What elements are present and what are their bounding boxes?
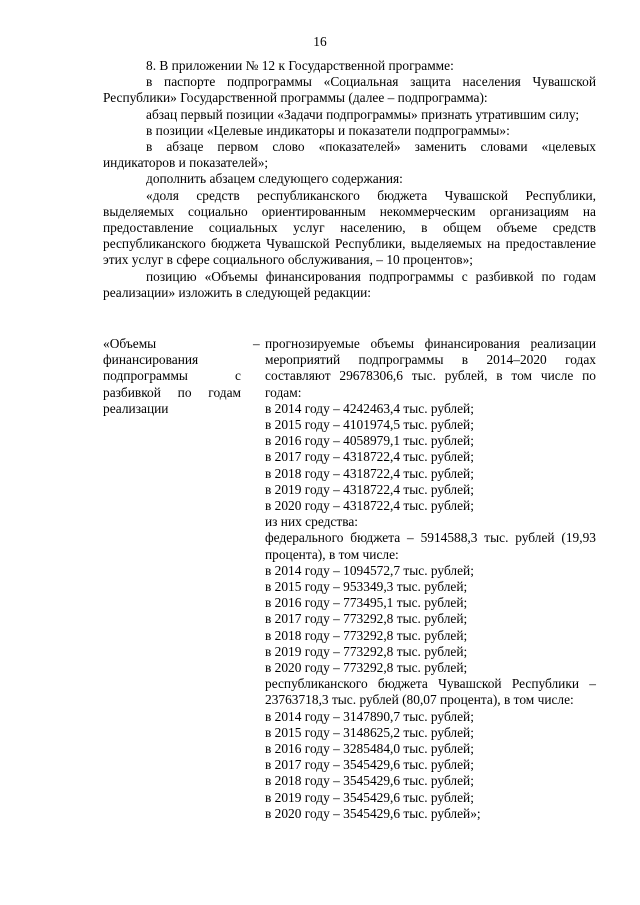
dash-separator: – bbox=[253, 336, 260, 351]
year-line: в 2019 году – 3545429,6 тыс. рублей; bbox=[265, 789, 474, 805]
year-line: в 2018 году – 3545429,6 тыс. рублей; bbox=[265, 773, 474, 789]
year-line: в 2020 году – 3545429,6 тыс. рублей»; bbox=[265, 805, 481, 821]
year-line: в 2015 году – 3148625,2 тыс. рублей; bbox=[265, 724, 474, 740]
page-number: 16 bbox=[313, 34, 327, 49]
federal-intro: федерального бюджета – 5914588,3 тыс. рублей (19,93 процента), в том числе: bbox=[265, 530, 596, 562]
year-line: в 2014 году – 1094572,7 тыс. рублей; bbox=[265, 562, 474, 578]
paragraph: дополнить абзацем следующего содержания: bbox=[146, 171, 403, 187]
paragraph: в абзаце первом слово «показателей» заменить словами «целевых индикаторов и показателей»; bbox=[103, 139, 596, 171]
paragraph: в паспорте подпрограммы «Социальная защита населения Чувашской Республики» Государственной программы (далее – подпрограмма): bbox=[103, 74, 596, 106]
year-line: в 2014 году – 4242463,4 тыс. рублей; bbox=[265, 400, 474, 416]
document-body bbox=[103, 58, 596, 301]
funding-details bbox=[265, 336, 596, 822]
paragraph: в позиции «Целевые индикаторы и показатели подпрограммы»: bbox=[146, 122, 510, 138]
year-line: в 2014 году – 3147890,7 тыс. рублей; bbox=[265, 708, 474, 724]
paragraph: «доля средств республиканского бюджета Чувашской Республики, выделяемых социально ориентированным некоммерческим организациям на предоставление социальных услуг населению, в общем объеме средств республиканского бюджета Чувашской Республики, выделяемых на предоставление этих услуг в сфере социального обслуживания, – 10 процентов»; bbox=[103, 187, 596, 268]
of-which-label: из них средства: bbox=[265, 514, 359, 530]
year-line: в 2017 году – 3545429,6 тыс. рублей; bbox=[265, 757, 474, 773]
year-line: в 2016 году – 773495,1 тыс. рублей; bbox=[265, 595, 468, 611]
funding-label: «Объемы финансирования подпрограммы с разбивкой по годам реализации bbox=[103, 336, 241, 416]
year-line: в 2020 году – 4318722,4 тыс. рублей; bbox=[265, 498, 474, 514]
year-line: в 2015 году – 953349,3 тыс. рублей; bbox=[265, 579, 468, 595]
paragraph: 8. В приложении № 12 к Государственной программе: bbox=[146, 58, 454, 73]
year-line: в 2018 году – 4318722,4 тыс. рублей; bbox=[265, 465, 474, 481]
year-line: в 2019 году – 4318722,4 тыс. рублей; bbox=[265, 481, 474, 497]
year-line: в 2015 году – 4101974,5 тыс. рублей; bbox=[265, 417, 474, 433]
paragraph: абзац первый позиции «Задачи подпрограммы» признать утратившим силу; bbox=[146, 106, 580, 122]
year-line: в 2016 году – 4058979,1 тыс. рублей; bbox=[265, 433, 474, 449]
year-line: в 2017 году – 4318722,4 тыс. рублей; bbox=[265, 449, 474, 465]
funding-intro: прогнозируемые объемы финансирования реализации мероприятий подпрограммы в 2014–2020 годах составляют 29678306,6 тыс. рублей, в том числе по годам: bbox=[265, 336, 596, 400]
paragraph: позицию «Объемы финансирования подпрограммы с разбивкой по годам реализации» изложить в следующей редакции: bbox=[103, 268, 596, 300]
year-line: в 2017 году – 773292,8 тыс. рублей; bbox=[265, 611, 468, 627]
year-line: в 2018 году – 773292,8 тыс. рублей; bbox=[265, 627, 468, 643]
year-line: в 2020 году – 773292,8 тыс. рублей; bbox=[265, 660, 468, 676]
year-line: в 2016 году – 3285484,0 тыс. рублей; bbox=[265, 741, 474, 757]
republic-intro: республиканского бюджета Чувашской Республики – 23763718,3 тыс. рублей (80,07 процента), в том числе: bbox=[265, 676, 596, 708]
year-line: в 2019 году – 773292,8 тыс. рублей; bbox=[265, 643, 468, 659]
